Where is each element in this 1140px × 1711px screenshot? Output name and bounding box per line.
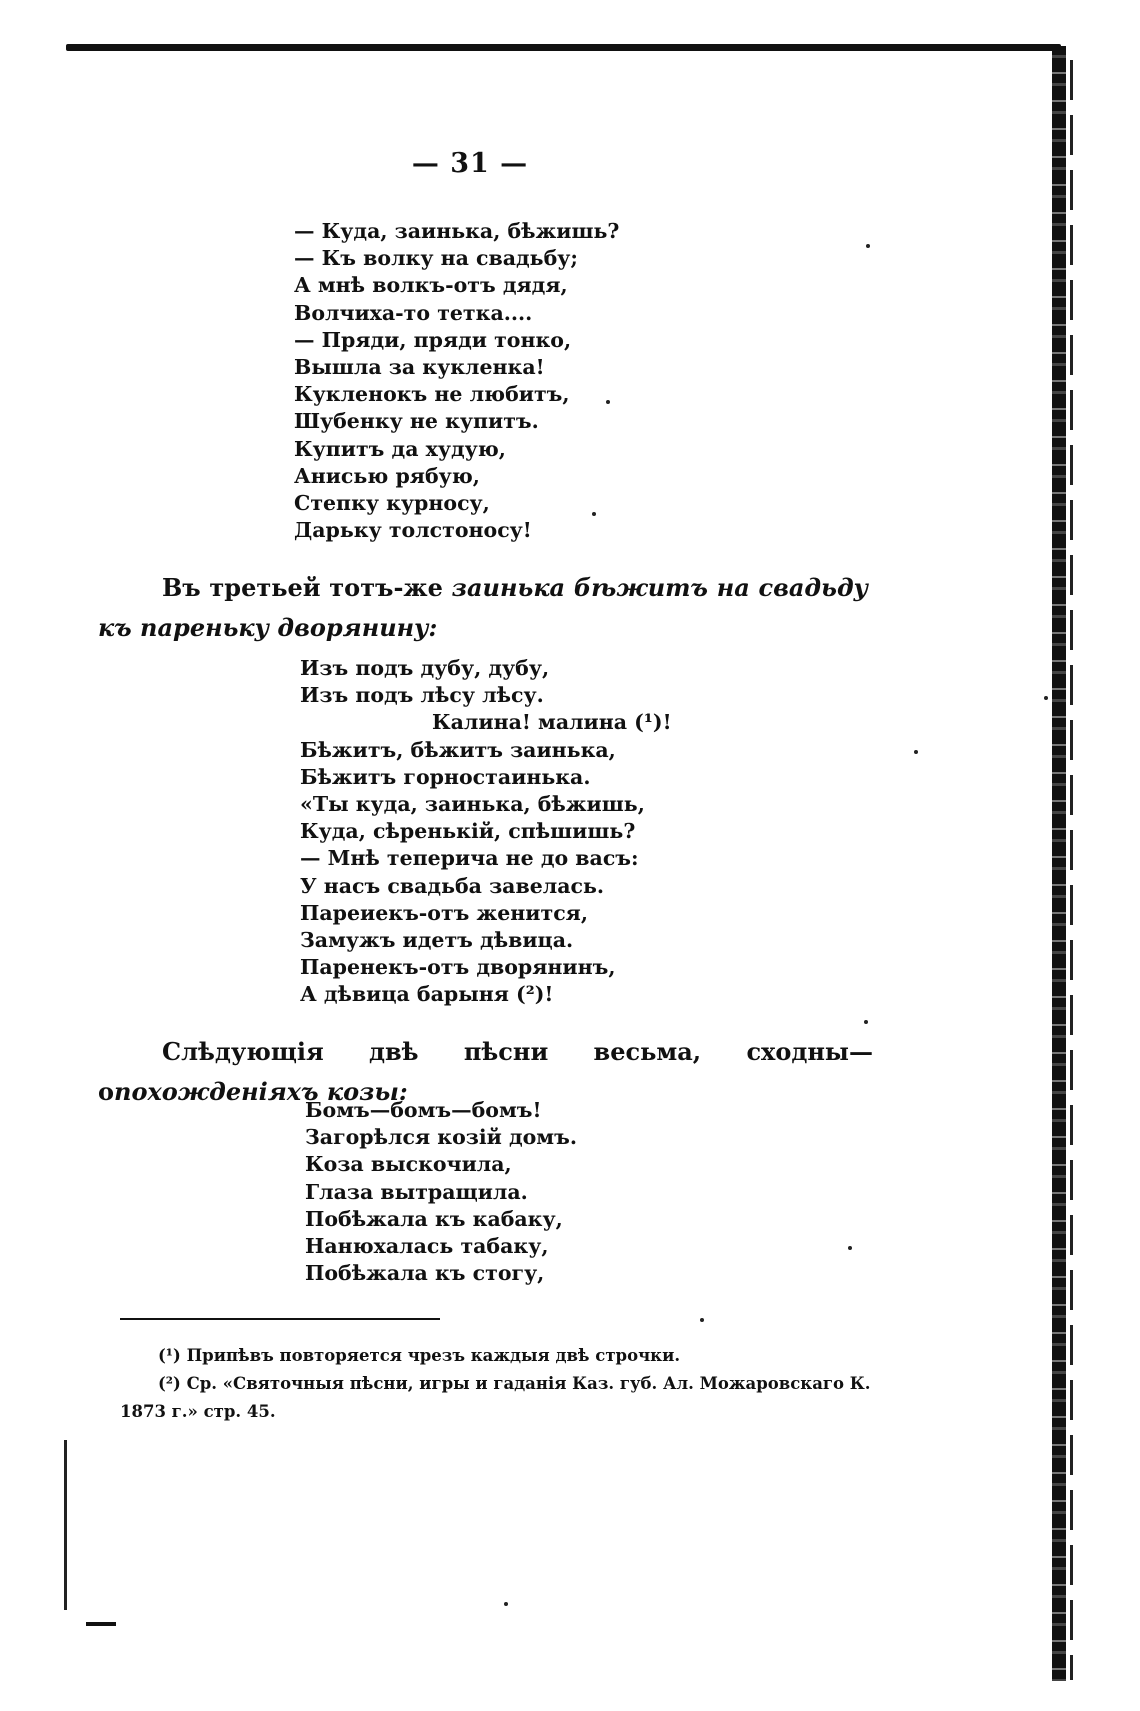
print-speck <box>1044 696 1048 700</box>
paragraph-1-italic: заинька бѣжитъ на свадьду къ пареньку дворянину: <box>98 573 868 642</box>
verse-line: Загорѣлся козій домъ. <box>305 1125 577 1150</box>
paragraph-2-plain: Слѣдующія двѣ пѣсни весьма, сходны—о <box>98 1037 873 1106</box>
verse-line: Дарьку толстоносу! <box>294 518 532 543</box>
footnotes <box>120 1342 875 1426</box>
margin-line-left <box>64 1440 67 1610</box>
verse-block-3 <box>305 1097 577 1287</box>
verse-block-1 <box>294 218 619 544</box>
verse-line: Анисью рябую, <box>294 463 480 488</box>
verse-line: Паренекъ-отъ дворянинъ, <box>300 955 616 980</box>
paragraph-1-plain: Въ третьей тотъ-же <box>162 573 443 602</box>
footnote-2: (²) Ср. «Святочныя пѣсни, игры и гаданія Каз. губ. Ал. Можаровскаго К. 1873 г.» стр. 45. <box>120 1374 871 1421</box>
paragraph-2-italic: похожденіяхъ козы: <box>114 1077 408 1106</box>
print-speck <box>700 1318 704 1322</box>
margin-mark-left <box>86 1622 116 1626</box>
verse-line: — Мнѣ теперича не до васъ: <box>300 846 639 871</box>
binding-edge-right-inner <box>1070 60 1073 1680</box>
verse-line: Изъ подъ дубу, дубу, <box>300 656 550 680</box>
verse-line: Замужъ идетъ дѣвица. <box>300 928 574 953</box>
verse-line: Кукленокъ не любитъ, <box>294 382 570 407</box>
verse-line: Бѣжитъ горностаинька. <box>300 764 591 789</box>
verse-line: «Ты куда, заинька, бѣжишь, <box>300 792 645 817</box>
verse-line: — Куда, заинька, бѣжишь? <box>294 219 620 243</box>
verse-refrain: Калина! малина (¹)! <box>432 710 672 735</box>
verse-line: У насъ свадьба завелась. <box>300 873 605 898</box>
verse-line: Бѣжитъ, бѣжитъ заинька, <box>300 737 616 762</box>
verse-line: Побѣжала къ кабаку, <box>305 1206 563 1231</box>
verse-line: Пареиекъ-отъ женится, <box>300 900 588 925</box>
verse-line: Глаза вытращила. <box>305 1179 528 1204</box>
verse-line: А дѣвица барыня (²)! <box>300 982 554 1007</box>
top-rule <box>66 44 1061 51</box>
verse-line: Побѣжала къ стогу, <box>305 1261 545 1286</box>
verse-line: Коза выскочила, <box>305 1152 512 1177</box>
verse-line: Шубенку не купитъ. <box>294 409 539 434</box>
verse-line: Куда, сѣренькій, спѣшишь? <box>300 819 636 844</box>
paragraph-1 <box>98 568 868 648</box>
verse-line: Купитъ да худую, <box>294 436 506 461</box>
verse-line: Нанюхалась табаку, <box>305 1234 549 1259</box>
verse-line: Бомъ—бомъ—бомъ! <box>305 1098 542 1122</box>
print-speck <box>866 244 870 248</box>
print-speck <box>606 400 610 404</box>
verse-line: Степку курносу, <box>294 491 490 516</box>
verse-line: Волчиха-то тетка.... <box>294 300 533 325</box>
footnote-1: (¹) Припѣвъ повторяется чрезъ каждыя двѣ строчки. <box>158 1346 681 1365</box>
print-speck <box>864 1020 868 1024</box>
binding-edge-right <box>1052 46 1066 1681</box>
print-speck <box>914 750 918 754</box>
verse-line: А мнѣ волкъ-отъ дядя, <box>294 273 568 298</box>
footnote-rule <box>120 1318 440 1320</box>
verse-line: — Къ волку на свадьбу; <box>294 246 578 271</box>
verse-line: Изъ подъ лѣсу лѣсу. <box>300 683 544 708</box>
print-speck <box>504 1602 508 1606</box>
print-speck <box>592 512 596 516</box>
verse-block-2 <box>300 655 672 1009</box>
print-speck <box>848 1246 852 1250</box>
page-number: — 31 — <box>411 148 529 179</box>
verse-line: Вышла за кукленка! <box>294 355 545 380</box>
verse-line: — Пряди, пряди тонко, <box>294 327 572 352</box>
